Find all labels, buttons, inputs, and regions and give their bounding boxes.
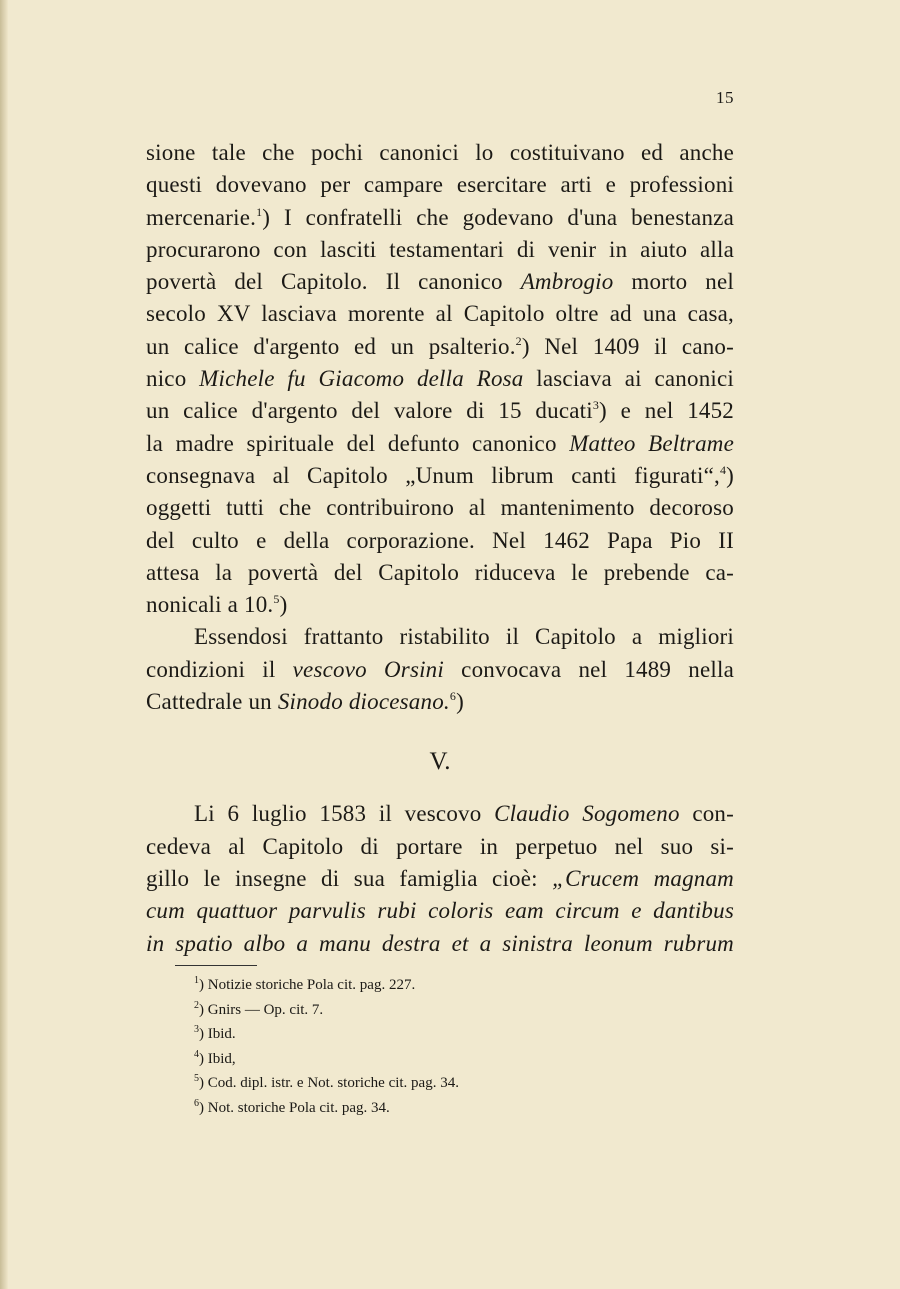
paragraph-2 bbox=[146, 621, 734, 718]
text-segment: secolo XV lasciava morente al Capitolo oltre ad una casa, bbox=[146, 301, 734, 327]
italic-text: Ambrogio bbox=[520, 269, 614, 295]
text-segment: nonicali a 10. bbox=[146, 592, 274, 618]
text-segment: nico bbox=[146, 366, 200, 392]
footnote-text: ) Not. storiche Pola cit. pag. 34. bbox=[199, 1099, 390, 1116]
footnote-reference: 5 bbox=[273, 592, 280, 607]
text-segment: ) e nel 1452 bbox=[599, 398, 735, 424]
footnote-reference: 1 bbox=[256, 204, 263, 219]
footnote-text: ) Cod. dipl. istr. e Not. storiche cit. pag. 34. bbox=[199, 1075, 459, 1092]
footnote bbox=[194, 1071, 714, 1096]
text-segment: ) bbox=[726, 462, 734, 488]
text-line bbox=[146, 298, 734, 330]
text-segment: Cattedrale un bbox=[146, 689, 278, 715]
paragraph-3 bbox=[146, 798, 734, 959]
text-segment: convocava nel 1489 nella bbox=[443, 656, 734, 682]
footnote-number: 1 bbox=[194, 975, 199, 986]
footnote bbox=[194, 1047, 714, 1072]
text-segment: gillo le insegne di sua famiglia cioè: bbox=[146, 865, 553, 891]
text-segment: condizioni il bbox=[146, 656, 293, 682]
text-line bbox=[146, 428, 734, 460]
text-segment: ) I confratelli che godevano d'una benestanza bbox=[262, 204, 734, 230]
paragraph-1 bbox=[146, 137, 734, 621]
text-line bbox=[146, 654, 734, 686]
footnote-reference: 6 bbox=[449, 689, 457, 704]
footnote-number: 6 bbox=[194, 1097, 199, 1109]
text-segment: questi dovevano per campare esercitare arti e professioni bbox=[146, 172, 734, 198]
text-segment: un calice d'argento del valore di 15 ducati bbox=[146, 398, 593, 424]
italic-text: cum quattuor parvulis rubi coloris eam circum e dantibus bbox=[146, 898, 734, 924]
body-text bbox=[146, 137, 734, 960]
text-segment: Li 6 luglio 1583 il vescovo bbox=[194, 801, 495, 827]
text-segment: mercenarie. bbox=[146, 204, 257, 230]
text-segment: la madre spirituale del defunto canonico bbox=[146, 430, 570, 456]
text-line bbox=[146, 686, 734, 718]
text-segment: ) bbox=[456, 689, 464, 715]
section-heading: V. bbox=[429, 748, 451, 776]
italic-text: Claudio Sogomeno bbox=[494, 801, 680, 827]
page-number: 15 bbox=[716, 88, 734, 107]
text-line bbox=[146, 798, 734, 830]
text-segment: procurarono con lasciti testamentari di venir in aiuto alla bbox=[146, 236, 734, 262]
text-line bbox=[146, 460, 734, 492]
italic-text: „Crucem magnam bbox=[552, 865, 734, 891]
text-segment: un calice d'argento ed un psalterio. bbox=[146, 333, 516, 359]
footnote-number: 3 bbox=[194, 1024, 199, 1036]
footnote-divider bbox=[175, 965, 257, 966]
italic-text: vescovo Orsini bbox=[292, 656, 444, 682]
text-segment: Essendosi frattanto ristabilito il Capitolo a migliori bbox=[194, 624, 734, 650]
text-line bbox=[146, 137, 734, 169]
footnote-number: 5 bbox=[194, 1073, 199, 1085]
footnote-number: 4 bbox=[194, 1048, 199, 1060]
footnote-text: ) Gnirs — Op. cit. 7. bbox=[199, 1001, 324, 1018]
text-line bbox=[146, 202, 734, 234]
text-line bbox=[146, 621, 734, 653]
text-segment: lasciava ai canonici bbox=[523, 366, 734, 392]
text-segment: ) bbox=[279, 592, 288, 618]
text-line bbox=[146, 169, 734, 201]
text-segment: oggetti tutti che contribuirono al mantenimento decoroso bbox=[146, 495, 734, 521]
text-line bbox=[146, 831, 734, 863]
text-line bbox=[146, 234, 734, 266]
footnote-reference: 3 bbox=[592, 398, 600, 413]
text-line bbox=[146, 395, 734, 427]
text-segment: ) Nel 1409 il cano- bbox=[521, 333, 734, 359]
text-line bbox=[146, 266, 734, 298]
text-segment: attesa la povertà del Capitolo riduceva le prebende ca- bbox=[146, 559, 734, 585]
footnote bbox=[194, 1096, 714, 1121]
text-segment: morto nel bbox=[613, 269, 734, 295]
text-line bbox=[146, 928, 734, 960]
footnote bbox=[194, 998, 714, 1023]
text-line bbox=[146, 895, 734, 927]
text-line bbox=[146, 589, 734, 621]
footnote-text: ) Ibid, bbox=[199, 1050, 236, 1067]
footnotes bbox=[194, 973, 714, 1121]
text-segment: sione tale che pochi canonici lo costituivano ed anche bbox=[146, 140, 734, 165]
footnote-reference: 2 bbox=[515, 333, 522, 348]
footnote-text: ) Notizie storiche Pola cit. pag. 227. bbox=[199, 977, 416, 993]
italic-text: Sinodo diocesano. bbox=[277, 689, 450, 715]
text-line bbox=[146, 331, 734, 363]
text-segment: del culto e della corporazione. Nel 1462 Papa Pio II bbox=[146, 527, 734, 553]
text-line bbox=[146, 492, 734, 524]
footnote-number: 2 bbox=[194, 999, 199, 1011]
italic-text: in spatio albo a manu destra et a sinistra leonum rubrum bbox=[146, 930, 734, 956]
text-line bbox=[146, 525, 734, 557]
text-line bbox=[146, 363, 734, 395]
footnote bbox=[194, 973, 714, 998]
footnote-reference: 4 bbox=[719, 462, 727, 477]
text-segment: cedeva al Capitolo di portare in perpetuo nel suo si- bbox=[146, 833, 734, 859]
page-binding-edge bbox=[0, 0, 8, 1289]
text-segment: con- bbox=[679, 801, 734, 827]
italic-text: Matteo Beltrame bbox=[569, 430, 734, 456]
footnote-text: ) Ibid. bbox=[199, 1026, 236, 1043]
text-segment: povertà del Capitolo. Il canonico bbox=[146, 269, 521, 295]
text-line bbox=[146, 557, 734, 589]
text-segment: consegnava al Capitolo „Unum librum canti figurati“, bbox=[146, 462, 720, 488]
italic-text: Michele fu Giacomo della Rosa bbox=[199, 366, 524, 392]
text-line bbox=[146, 863, 734, 895]
footnote bbox=[194, 1022, 714, 1047]
